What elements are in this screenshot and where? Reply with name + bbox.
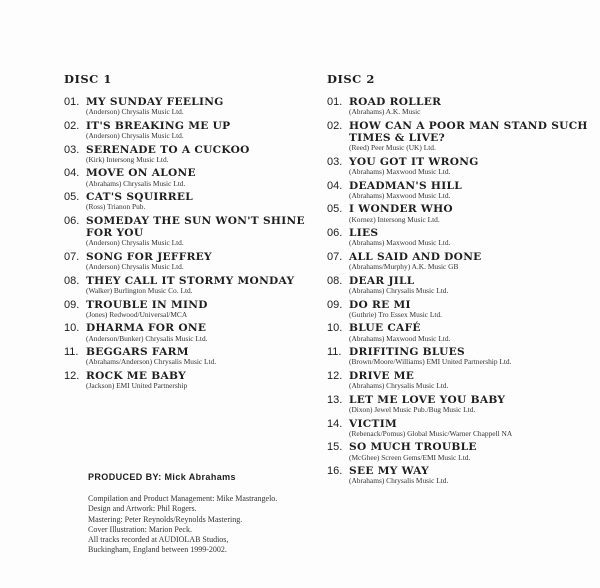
track-row (64, 191, 314, 212)
track-number: 09. (327, 298, 343, 311)
track-number: 01. (327, 96, 343, 108)
track-title: SOMEDAY THE SUN WON'T SHINE FOR YOU (86, 214, 305, 240)
track-title: ROAD ROLLER (349, 96, 442, 108)
track-row (64, 96, 314, 117)
track-title: DRIFITING BLUES (349, 346, 465, 359)
track-row (327, 394, 589, 415)
disc-2-tracks (327, 96, 589, 486)
track-info (349, 346, 589, 367)
track-info (349, 156, 589, 177)
track-credit: (Anderson) Chrysalis Music Ltd. (86, 238, 184, 248)
track-number: 03. (327, 155, 343, 168)
track-info (349, 96, 589, 117)
track-credit: (Kornez) Intersong Music Ltd. (349, 214, 440, 224)
note-line: Buckingham, England between 1999-2002. (88, 545, 227, 555)
track-row (327, 180, 589, 201)
track-credit: (Anderson/Bunker) Chrysalis Music Ltd. (86, 333, 208, 343)
track-title: SERENADE TO A CUCKOO (86, 143, 250, 156)
track-number: 04. (64, 167, 80, 180)
track-number: 08. (327, 274, 343, 287)
track-number: 06. (64, 214, 80, 227)
track-number: 02. (64, 119, 80, 132)
track-info (86, 370, 314, 391)
track-credit: (Anderson) Chrysalis Music Ltd. (86, 107, 184, 117)
track-row (64, 370, 314, 391)
track-title: ROCK ME BABY (86, 369, 186, 382)
track-info (349, 465, 589, 486)
track-credit: (Guthrie) Tro Essex Music Ltd. (349, 309, 442, 319)
track-title: LET ME LOVE YOU BABY (349, 393, 506, 406)
track-number: 05. (64, 191, 80, 204)
track-row (64, 275, 314, 296)
track-info (349, 275, 589, 296)
track-credit: (Abrahams/Murphy) A.K. Music GB (349, 262, 459, 272)
track-info (349, 180, 589, 201)
track-row (64, 346, 314, 367)
track-info (349, 299, 589, 320)
track-credit: (Abrahams) Chrysalis Music Ltd. (349, 476, 449, 486)
track-row (327, 120, 589, 153)
track-title: SONG FOR JEFFREY (86, 250, 212, 263)
note-line: Cover Illustration: Marion Peck. (88, 524, 192, 534)
track-row (327, 370, 589, 391)
track-number: 04. (327, 179, 343, 192)
track-credit: (Rebenack/Pomus) Global Music/Warner Chappell NA (349, 428, 513, 438)
produced-by: PRODUCED BY: Mick Abrahams (88, 472, 236, 482)
track-info (349, 251, 589, 272)
track-info (86, 346, 314, 367)
track-credit: (Abrahams) Chrysalis Music Ltd. (349, 285, 449, 295)
track-number: 07. (64, 250, 80, 263)
track-credit: (Anderson) Chrysalis Music Ltd. (86, 262, 184, 272)
track-number: 14. (327, 417, 343, 430)
track-credit: (Abrahams) Maxwood Music Ltd. (349, 238, 451, 248)
track-number: 03. (64, 143, 80, 156)
track-info (86, 275, 314, 296)
track-title: BEGGARS FARM (86, 346, 189, 359)
track-row (327, 346, 589, 367)
track-credit: (Ross) Trianon Pub. (86, 202, 146, 212)
track-info (86, 120, 314, 141)
track-info (349, 441, 589, 462)
track-credit: (Dixon) Jewel Music Pub./Bug Music Ltd. (349, 404, 476, 414)
track-info (86, 96, 314, 117)
disc-1-tracks (64, 96, 314, 391)
track-title: MOVE ON ALONE (86, 167, 196, 180)
track-title: SEE MY WAY (349, 465, 429, 478)
track-info (86, 299, 314, 320)
track-row (64, 120, 314, 141)
disc-2-heading: DISC 2 (327, 72, 375, 86)
track-info (86, 215, 314, 248)
track-title: VICTIM (349, 417, 397, 430)
track-row (64, 167, 314, 188)
track-row (64, 322, 314, 343)
track-credit: (Anderson) Chrysalis Music Ltd. (86, 131, 184, 140)
track-info (349, 120, 589, 153)
track-title: HOW CAN A POOR MAN STAND SUCH TIMES & LIVE? (349, 119, 588, 144)
track-number: 08. (64, 274, 80, 287)
track-number: 11. (327, 346, 342, 359)
track-info (349, 227, 589, 248)
track-number: 05. (327, 203, 343, 216)
track-row (64, 299, 314, 320)
track-row (64, 251, 314, 272)
track-credit: (McGhee) Screen Gems/EMI Music Ltd. (349, 452, 471, 462)
track-info (349, 322, 589, 343)
track-row (327, 251, 589, 272)
track-title: TROUBLE IN MIND (86, 298, 208, 311)
note-line: Mastering: Peter Reynolds/Reynolds Mastering. (88, 514, 243, 524)
disc-1-tracklist (64, 72, 314, 394)
track-info (349, 418, 589, 439)
track-title: MY SUNDAY FEELING (86, 96, 224, 108)
track-number: 10. (64, 322, 80, 335)
track-number: 09. (64, 298, 80, 311)
track-credit: (Reed) Peer Music (UK) Ltd. (349, 143, 436, 153)
disc-2-tracklist (327, 72, 589, 489)
track-credit: (Abrahams/Anderson) Chrysalis Music Ltd. (86, 357, 217, 367)
track-info (86, 251, 314, 272)
track-credit: (Abrahams) Maxwood Music Ltd. (349, 190, 451, 200)
track-credit: (Abrahams) Maxwood Music Ltd. (349, 167, 451, 176)
track-number: 06. (327, 227, 343, 240)
track-info (349, 370, 589, 391)
track-title: DRIVE ME (349, 369, 415, 382)
track-info (86, 167, 314, 188)
track-row (64, 144, 314, 165)
track-row (327, 203, 589, 224)
track-title: BLUE CAFÉ (349, 322, 421, 335)
track-title: LIES (349, 227, 379, 240)
track-number: 07. (327, 250, 343, 263)
track-title: DEAR JILL (349, 274, 415, 287)
track-info (86, 144, 314, 165)
track-title: I WONDER WHO (349, 203, 453, 216)
track-title: SO MUCH TROUBLE (349, 441, 477, 454)
production-notes (88, 494, 277, 556)
disc-1-heading: DISC 1 (64, 72, 112, 86)
track-number: 10. (327, 322, 343, 335)
track-row (327, 156, 589, 177)
note-line: All tracks recorded at AUDIOLAB Studios, (88, 535, 229, 545)
track-credit: (Jackson) EMI United Partnership (86, 381, 188, 391)
track-credit: (Abrahams) Chrysalis Music Ltd. (86, 178, 186, 188)
track-credit: (Abrahams) Maxwood Music Ltd. (349, 333, 451, 343)
track-title: THEY CALL IT STORMY MONDAY (86, 274, 295, 287)
note-line: Design and Artwork: Phil Rogers. (88, 504, 197, 514)
track-title: YOU GOT IT WRONG (349, 155, 479, 168)
track-info (86, 322, 314, 343)
track-row (327, 275, 589, 296)
track-title: CAT'S SQUIRREL (86, 191, 193, 204)
track-credit: (Brown/Moore/Williams) EMI United Partnership Ltd. (349, 357, 512, 367)
track-title: DEADMAN'S HILL (349, 179, 462, 192)
track-title: DO RE MI (349, 298, 411, 311)
track-title: IT'S BREAKING ME UP (86, 119, 231, 132)
track-number: 12. (64, 369, 80, 382)
track-row (327, 227, 589, 248)
track-credit: (Abrahams) Chrysalis Music Ltd. (349, 381, 449, 391)
track-title: DHARMA FOR ONE (86, 322, 207, 335)
note-line: Compilation and Product Management: Mike Mastrangelo. (88, 494, 278, 503)
track-row (327, 322, 589, 343)
track-info (86, 191, 314, 212)
track-row (327, 418, 589, 439)
track-credit: (Abrahams) A.K. Music (349, 107, 421, 117)
track-number: 13. (327, 393, 343, 406)
track-credit: (Kirk) Intersong Music Ltd. (86, 154, 169, 164)
track-title: ALL SAID AND DONE (349, 250, 482, 263)
track-number: 11. (64, 346, 79, 359)
track-number: 02. (327, 119, 343, 132)
track-number: 16. (327, 465, 343, 478)
track-number: 15. (327, 441, 343, 454)
track-number: 12. (327, 369, 343, 382)
track-row (327, 441, 589, 462)
track-info (349, 394, 589, 415)
track-number: 01. (64, 96, 80, 108)
track-row (327, 96, 589, 117)
track-row (327, 299, 589, 320)
track-row (327, 465, 589, 486)
track-credit: (Jones) Redwood/Universal/MCA (86, 309, 188, 319)
track-row (64, 215, 314, 248)
track-credit: (Walker) Burlington Music Co. Ltd. (86, 285, 193, 295)
track-info (349, 203, 589, 224)
